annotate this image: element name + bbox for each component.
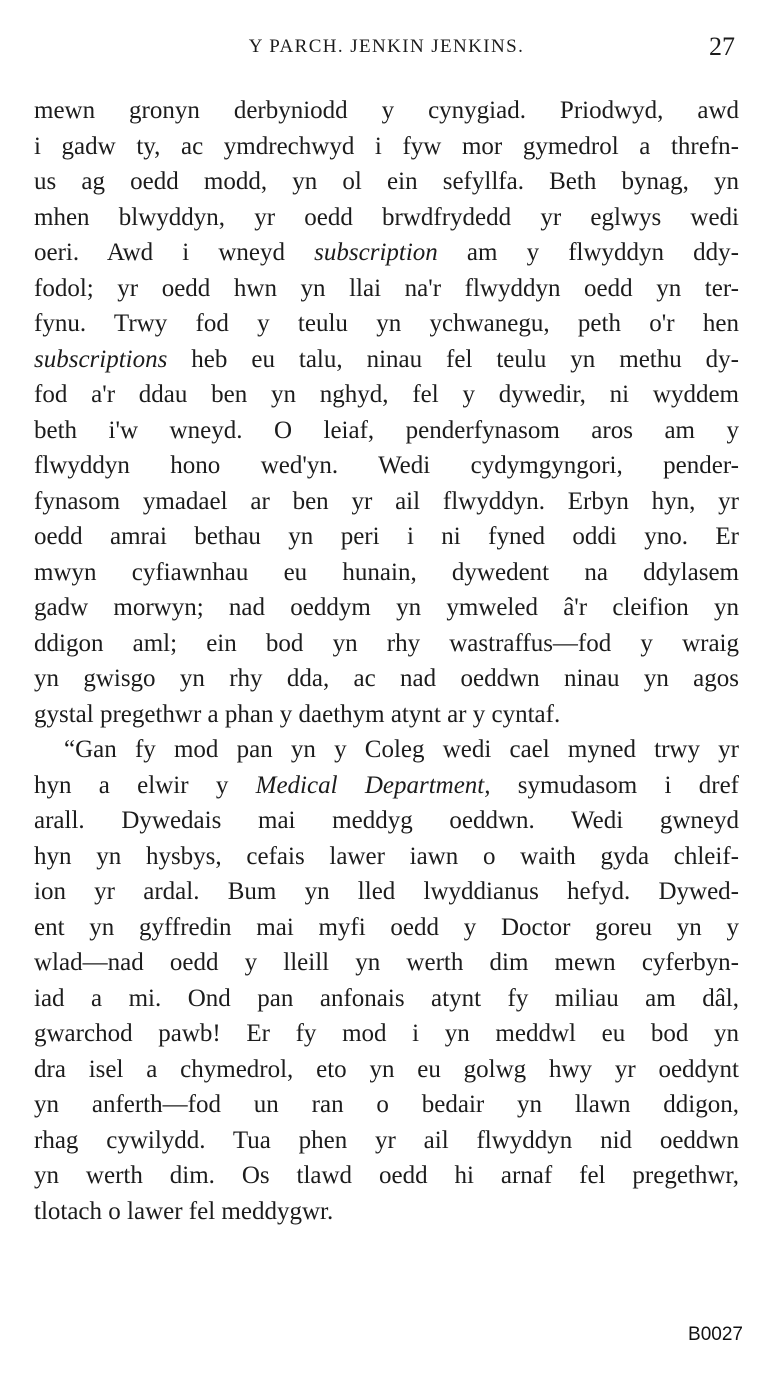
text-line [34,200,739,236]
text-line [34,732,739,768]
text-line [34,271,739,307]
text-segment: dra isel a chymedrol, eto yn eu golwg hwy yr oeddynt [34,1055,739,1083]
page-number: 27 [709,32,735,61]
text-segment: gadw morwyn; nad oeddym yn ymweled â'r cleifion yn [34,594,739,621]
text-line [34,1052,739,1088]
text-line [34,945,739,981]
text-segment: hyn a elwir y [34,771,256,799]
text-segment: wlad—nad oedd y lleill yn werth dim mewn cyferbyn- [34,949,739,976]
text-line [34,1123,739,1159]
running-title: Y PARCH. JENKIN JENKINS. [248,36,525,57]
text-segment: rhag cywilydd. Tua phen yr ail flwyddyn nid oeddwn [34,1126,739,1154]
text-line [34,910,739,946]
text-segment: hyn yn hysbys, cefais lawer iawn o waith gyda chleif- [34,842,739,870]
text-line [34,1194,739,1230]
text-line [34,803,739,839]
text-line [34,164,739,200]
text-line [34,697,739,733]
italic-text: subscriptions [34,345,168,373]
text-line [34,342,739,378]
text-line [34,1087,739,1123]
body-text [34,93,739,1229]
text-segment: ddigon aml; ein bod yn rhy wastraffus—fod y wraig [34,629,739,657]
text-segment: fynu. Trwy fod y teulu yn ychwanegu, peth o'r hen [34,310,739,337]
text-segment: gystal pregethwr a phan y daethym atynt ar y cyntaf. [34,700,561,728]
text-segment: ent yn gyffredin mai myfi oedd y Doctor goreu yn y [34,913,739,941]
text-line [34,981,739,1017]
text-segment: gwarchod pawb! Er fy mod i yn meddwl eu bod yn [34,1020,739,1047]
text-segment: “Gan fy mod pan yn y Coleg wedi cael myned trwy yr [64,736,739,763]
text-segment: mhen blwyddyn, yr oedd brwdfrydedd yr eglwys wedi [34,203,739,231]
text-segment: mwyn cyfiawnhau eu hunain, dywedent na ddylasem [34,558,739,586]
text-line [34,377,739,413]
text-segment: fynasom ymadael ar ben yr ail flwyddyn. Erbyn hyn, yr [34,487,739,515]
text-segment: symudasom i dref [490,771,739,799]
text-segment: flwyddyn hono wed'yn. Wedi cydymgyngori, pender- [34,452,739,479]
text-line [34,93,739,129]
text-segment: beth i'w wneyd. O leiaf, penderfynasom aros am y [34,416,739,444]
italic-text: Medical Department, [255,771,491,799]
text-line [34,448,739,484]
text-line [34,235,739,271]
text-segment: arall. Dywedais mai meddyg oeddwn. Wedi gwneyd [34,807,739,834]
text-line [34,1016,739,1052]
text-segment: tlotach o lawer fel meddygwr. [34,1197,334,1225]
running-head [34,34,739,64]
italic-text: subscription [314,239,438,266]
text-segment: us ag oedd modd, yn ol ein sefyllfa. Beth bynag, yn [34,168,739,195]
text-line [34,484,739,520]
text-segment: yn anferth—fod un ran o bedair yn llawn ddigon, [34,1091,739,1118]
text-segment: oeri. Awd i wneyd [34,239,315,266]
text-line [34,626,739,662]
text-segment: heb eu talu, ninau fel teulu yn methu dy- [167,345,739,373]
text-line [34,306,739,342]
text-segment: iad a mi. Ond pan anfonais atynt fy miliau am dâl, [34,984,739,1012]
text-line [34,519,739,555]
text-segment: i gadw ty, ac ymdrechwyd i fyw mor gymedrol a threfn- [34,132,739,160]
text-segment: am y flwyddyn ddy- [437,239,739,266]
text-segment: yn gwisgo yn rhy dda, ac nad oeddwn ninau yn agos [34,665,739,692]
text-line [34,555,739,591]
text-line [34,768,739,804]
text-segment: oedd amrai bethau yn peri i ni fyned oddi yno. Er [34,523,739,550]
text-segment: fod a'r ddau ben yn nghyd, fel y dywedir, ni wyddem [34,381,739,408]
text-line [34,413,739,449]
text-segment: yn werth dim. Os tlawd oedd hi arnaf fel pregethwr, [34,1162,739,1189]
text-segment: mewn gronyn derbyniodd y cynygiad. Priodwyd, awd [34,97,739,124]
text-line [34,1158,739,1194]
text-segment: fodol; yr oedd hwn yn llai na'r flwyddyn oedd yn ter- [34,274,739,302]
catalog-id: B0027 [688,1324,743,1345]
text-line [34,590,739,626]
text-line [34,129,739,165]
text-line [34,839,739,875]
text-line [34,661,739,697]
text-segment: ion yr ardal. Bum yn lled lwyddianus hefyd. Dywed- [34,878,739,905]
text-line [34,874,739,910]
